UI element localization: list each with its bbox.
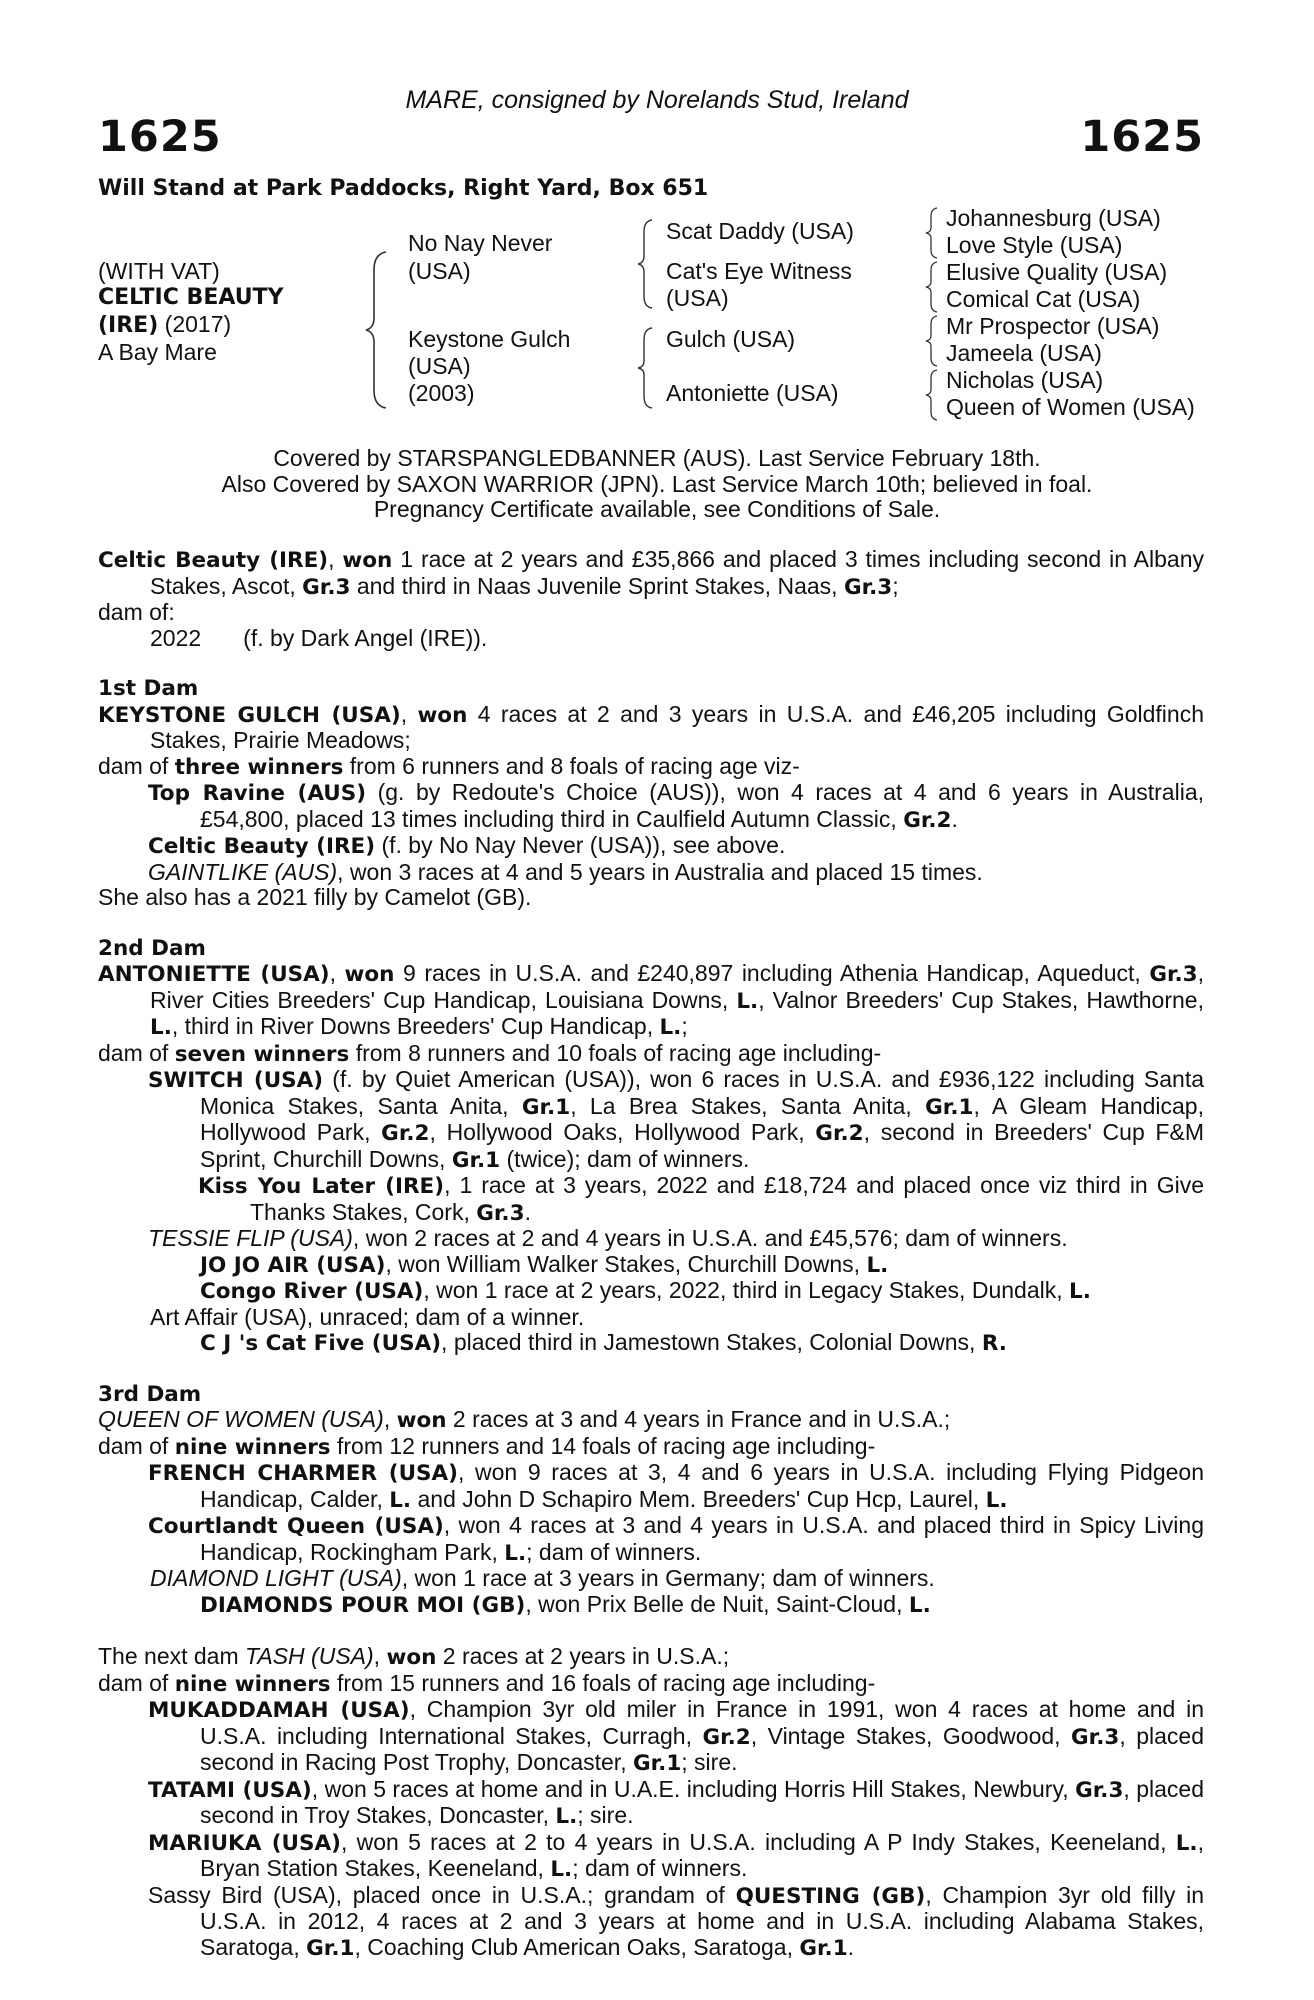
third-dam-paragraph: QUEEN OF WOMEN (USA), won 2 races at 3 and 4 years in France and in U.S.A.; [98, 1406, 951, 1433]
pedigree-brace-dam [636, 326, 656, 410]
sire-country: (USA) [408, 258, 471, 284]
first-dam-produce-summary: dam of three winners from 6 runners and 8 foals of racing age viz- [98, 752, 800, 780]
pedigree-brace-sd [924, 260, 940, 314]
second-dam-paragraph: ANTONIETTE (USA), won 9 races in U.S.A. and £240,897 including Athenia Handicap, Aqueduct, Gr.3, River Cities Breeders' Cup Handicap, Louisiana Downs, L., Valnor Breeders' Cup Stakes, Hawthorne, L., third in River Downs Breeders' Cup Handicap, L.; [98, 960, 1205, 1040]
lot-number-left: 1625 [98, 112, 222, 162]
ds-sire: Mr Prospector (USA) [946, 313, 1160, 339]
dam-country: (USA) [408, 353, 471, 379]
sire-sire: Scat Daddy (USA) [666, 218, 854, 244]
next-dam-produce-summary: dam of nine winners from 15 runners and 16 foals of racing age including- [98, 1669, 876, 1697]
consignment-line: MARE, consigned by Norelands Stud, Ireland [405, 86, 909, 114]
dd-dam: Queen of Women (USA) [946, 394, 1195, 420]
covering-notes [0, 446, 1314, 523]
vat-label: (WITH VAT) [98, 258, 220, 284]
covering-line-1: Covered by STARSPANGLEDBANNER (AUS). Last Service February 18th. [273, 445, 1041, 471]
third-dam-entry-1: FRENCH CHARMER (USA), won 9 races at 3, 4 and 6 years in U.S.A. including Flying Pidgeon Handicap, Calder, L. and John D Schapiro Mem. Breeders' Cup Hcp, Laurel, L. [148, 1459, 1204, 1513]
sire-name: No Nay Never [408, 230, 553, 256]
sire-dam: Cat's Eye Witness [666, 258, 852, 284]
third-dam-produce-summary: dam of nine winners from 12 runners and 14 foals of racing age including- [98, 1432, 876, 1460]
produce-row [98, 626, 1204, 652]
first-dam-heading: 1st Dam [98, 676, 199, 701]
first-dam-paragraph: KEYSTONE GULCH (USA), won 4 races at 2 and 3 years in U.S.A. and £46,205 including Goldfinch Stakes, Prairie Meadows; [98, 700, 1204, 753]
next-dam-entry-4: Sassy Bird (USA), placed once in U.S.A.; grandam of QUESTING (GB), Champion 3yr old filly in U.S.A. in 2012, 4 races at 2 and 3 years at home and in U.S.A. including Alabama Stakes, Saratoga, Gr.1, Coaching Club American Oaks, Saratoga, Gr.1. [148, 1881, 1205, 1961]
covering-line-3: Pregnancy Certificate available, see Conditions of Sale. [373, 496, 941, 522]
sire-dam-country: (USA) [666, 285, 729, 311]
first-dam-entry-1: Top Ravine (AUS) (g. by Redoute's Choice (AUS)), won 4 races at 4 and 6 years in Australia, £54,800, placed 13 times including third in Caulfield Autumn Classic, Gr.2. [148, 779, 1205, 833]
third-dam-entry-3: DIAMOND LIGHT (USA), won 1 race at 3 years in Germany; dam of winners. [150, 1565, 935, 1591]
second-dam-entry-2a: JO JO AIR (USA), won William Walker Stakes, Churchill Downs, L. [200, 1250, 889, 1278]
second-dam-entry-2b: Congo River (USA), won 1 race at 2 years, 2022, third in Legacy Stakes, Dundalk, L. [200, 1277, 1091, 1304]
pedigree-brace-ss [924, 206, 940, 260]
next-dam-entry-1: MUKADDAMAH (USA), Champion 3yr old miler in France in 1991, won 4 races at home and in U.S.A. including International Stakes, Curragh, Gr.2, Vintage Stakes, Goodwood, Gr.3, placed second in Racing Post Trophy, Doncaster, Gr.1; sire. [148, 1696, 1205, 1776]
dam-name: Keystone Gulch [408, 326, 571, 352]
sd-sire: Elusive Quality (USA) [946, 259, 1168, 285]
horse-description: A Bay Mare [98, 339, 217, 365]
horse-name-suffix: (IRE) (2017) [98, 311, 232, 338]
produce-year: 2022 [150, 624, 202, 651]
sd-dam: Comical Cat (USA) [946, 286, 1141, 312]
catalogue-body [98, 547, 1204, 1961]
horse-name: CELTIC BEAUTY [98, 285, 284, 310]
pedigree-brace-ds [924, 314, 940, 368]
first-dam-entry-3: GAINTLIKE (AUS), won 3 races at 4 and 5 years in Australia and placed 15 times. [148, 858, 983, 885]
third-dam-heading: 3rd Dam [98, 1381, 202, 1407]
pedigree-brace-dd [924, 368, 940, 422]
ss-dam: Love Style (USA) [946, 232, 1123, 258]
second-dam-entry-2: TESSIE FLIP (USA), won 2 races at 2 and 4 years in U.S.A. and £45,576; dam of winners. [148, 1225, 1068, 1251]
ds-dam: Jameela (USA) [946, 340, 1102, 366]
intro-dam-of: dam of: [98, 599, 175, 625]
dam-dam: Antoniette (USA) [666, 380, 839, 406]
pedigree-brace-main [364, 250, 390, 410]
second-dam-produce-summary: dam of seven winners from 8 runners and 10 foals of racing age including- [98, 1039, 882, 1067]
dd-sire: Nicholas (USA) [946, 367, 1104, 393]
second-dam-entry-3: Art Affair (USA), unraced; dam of a winner. [150, 1303, 585, 1330]
second-dam-entry-3a: C J 's Cat Five (USA), placed third in Jamestown Stakes, Colonial Downs, R. [200, 1329, 1007, 1356]
next-dam-entry-3: MARIUKA (USA), won 5 races at 2 to 4 years in U.S.A. including A P Indy Stakes, Keeneland, L., Bryan Station Stakes, Keeneland, L.; dam of winners. [148, 1828, 1204, 1882]
first-dam-also: She also has a 2021 filly by Camelot (GB). [98, 884, 532, 910]
covering-line-2: Also Covered by SAXON WARRIOR (JPN). Last Service March 10th; believed in foal. [221, 470, 1093, 497]
standing-location: Will Stand at Park Paddocks, Right Yard, Box 651 [98, 176, 709, 201]
second-dam-heading: 2nd Dam [98, 935, 206, 961]
intro-paragraph: Celtic Beauty (IRE), won 1 race at 2 years and £35,866 and placed 3 times including second in Albany Stakes, Ascot, Gr.3 and third in Naas Juvenile Sprint Stakes, Naas, Gr.3; [98, 546, 1204, 600]
next-dam-entry-2: TATAMI (USA), won 5 races at home and in U.A.E. including Horris Hill Stakes, Newbury, Gr.3, placed second in Troy Stakes, Doncaster, L.; sire. [148, 1775, 1205, 1829]
dam-year: (2003) [408, 380, 475, 406]
next-dam-paragraph: The next dam TASH (USA), won 2 races at 2 years in U.S.A.; [98, 1643, 730, 1670]
dam-sire: Gulch (USA) [666, 326, 796, 352]
third-dam-entry-2: Courtlandt Queen (USA), won 4 races at 3 and 4 years in U.S.A. and placed third in Spicy Living Handicap, Rockingham Park, L.; dam of winners. [148, 1512, 1204, 1566]
produce-desc: (f. by Dark Angel (IRE)). [243, 624, 488, 651]
ss-sire: Johannesburg (USA) [946, 205, 1161, 231]
lot-number-right: 1625 [1080, 112, 1204, 162]
pedigree-brace-sire [636, 218, 656, 310]
first-dam-entry-2: Celtic Beauty (IRE) (f. by No Nay Never (USA)), see above. [148, 832, 786, 859]
third-dam-entry-3a: DIAMONDS POUR MOI (GB), won Prix Belle de Nuit, Saint-Cloud, L. [200, 1590, 931, 1618]
second-dam-entry-1a: Kiss You Later (IRE), 1 race at 3 years, 2022 and £18,724 and placed once viz third in Give Thanks Stakes, Cork, Gr.3. [198, 1172, 1204, 1226]
second-dam-entry-1: SWITCH (USA) (f. by Quiet American (USA)), won 6 races in U.S.A. and £936,122 including Santa Monica Stakes, Santa Anita, Gr.1, La Brea Stakes, Santa Anita, Gr.1, A Gleam Handicap, Hollywood Park, Gr.2, Hollywood Oaks, Hollywood Park, Gr.2, second in Breeders' Cup F&M Sprint, Churchill Downs, Gr.1 (twice); dam of winners. [148, 1066, 1204, 1173]
